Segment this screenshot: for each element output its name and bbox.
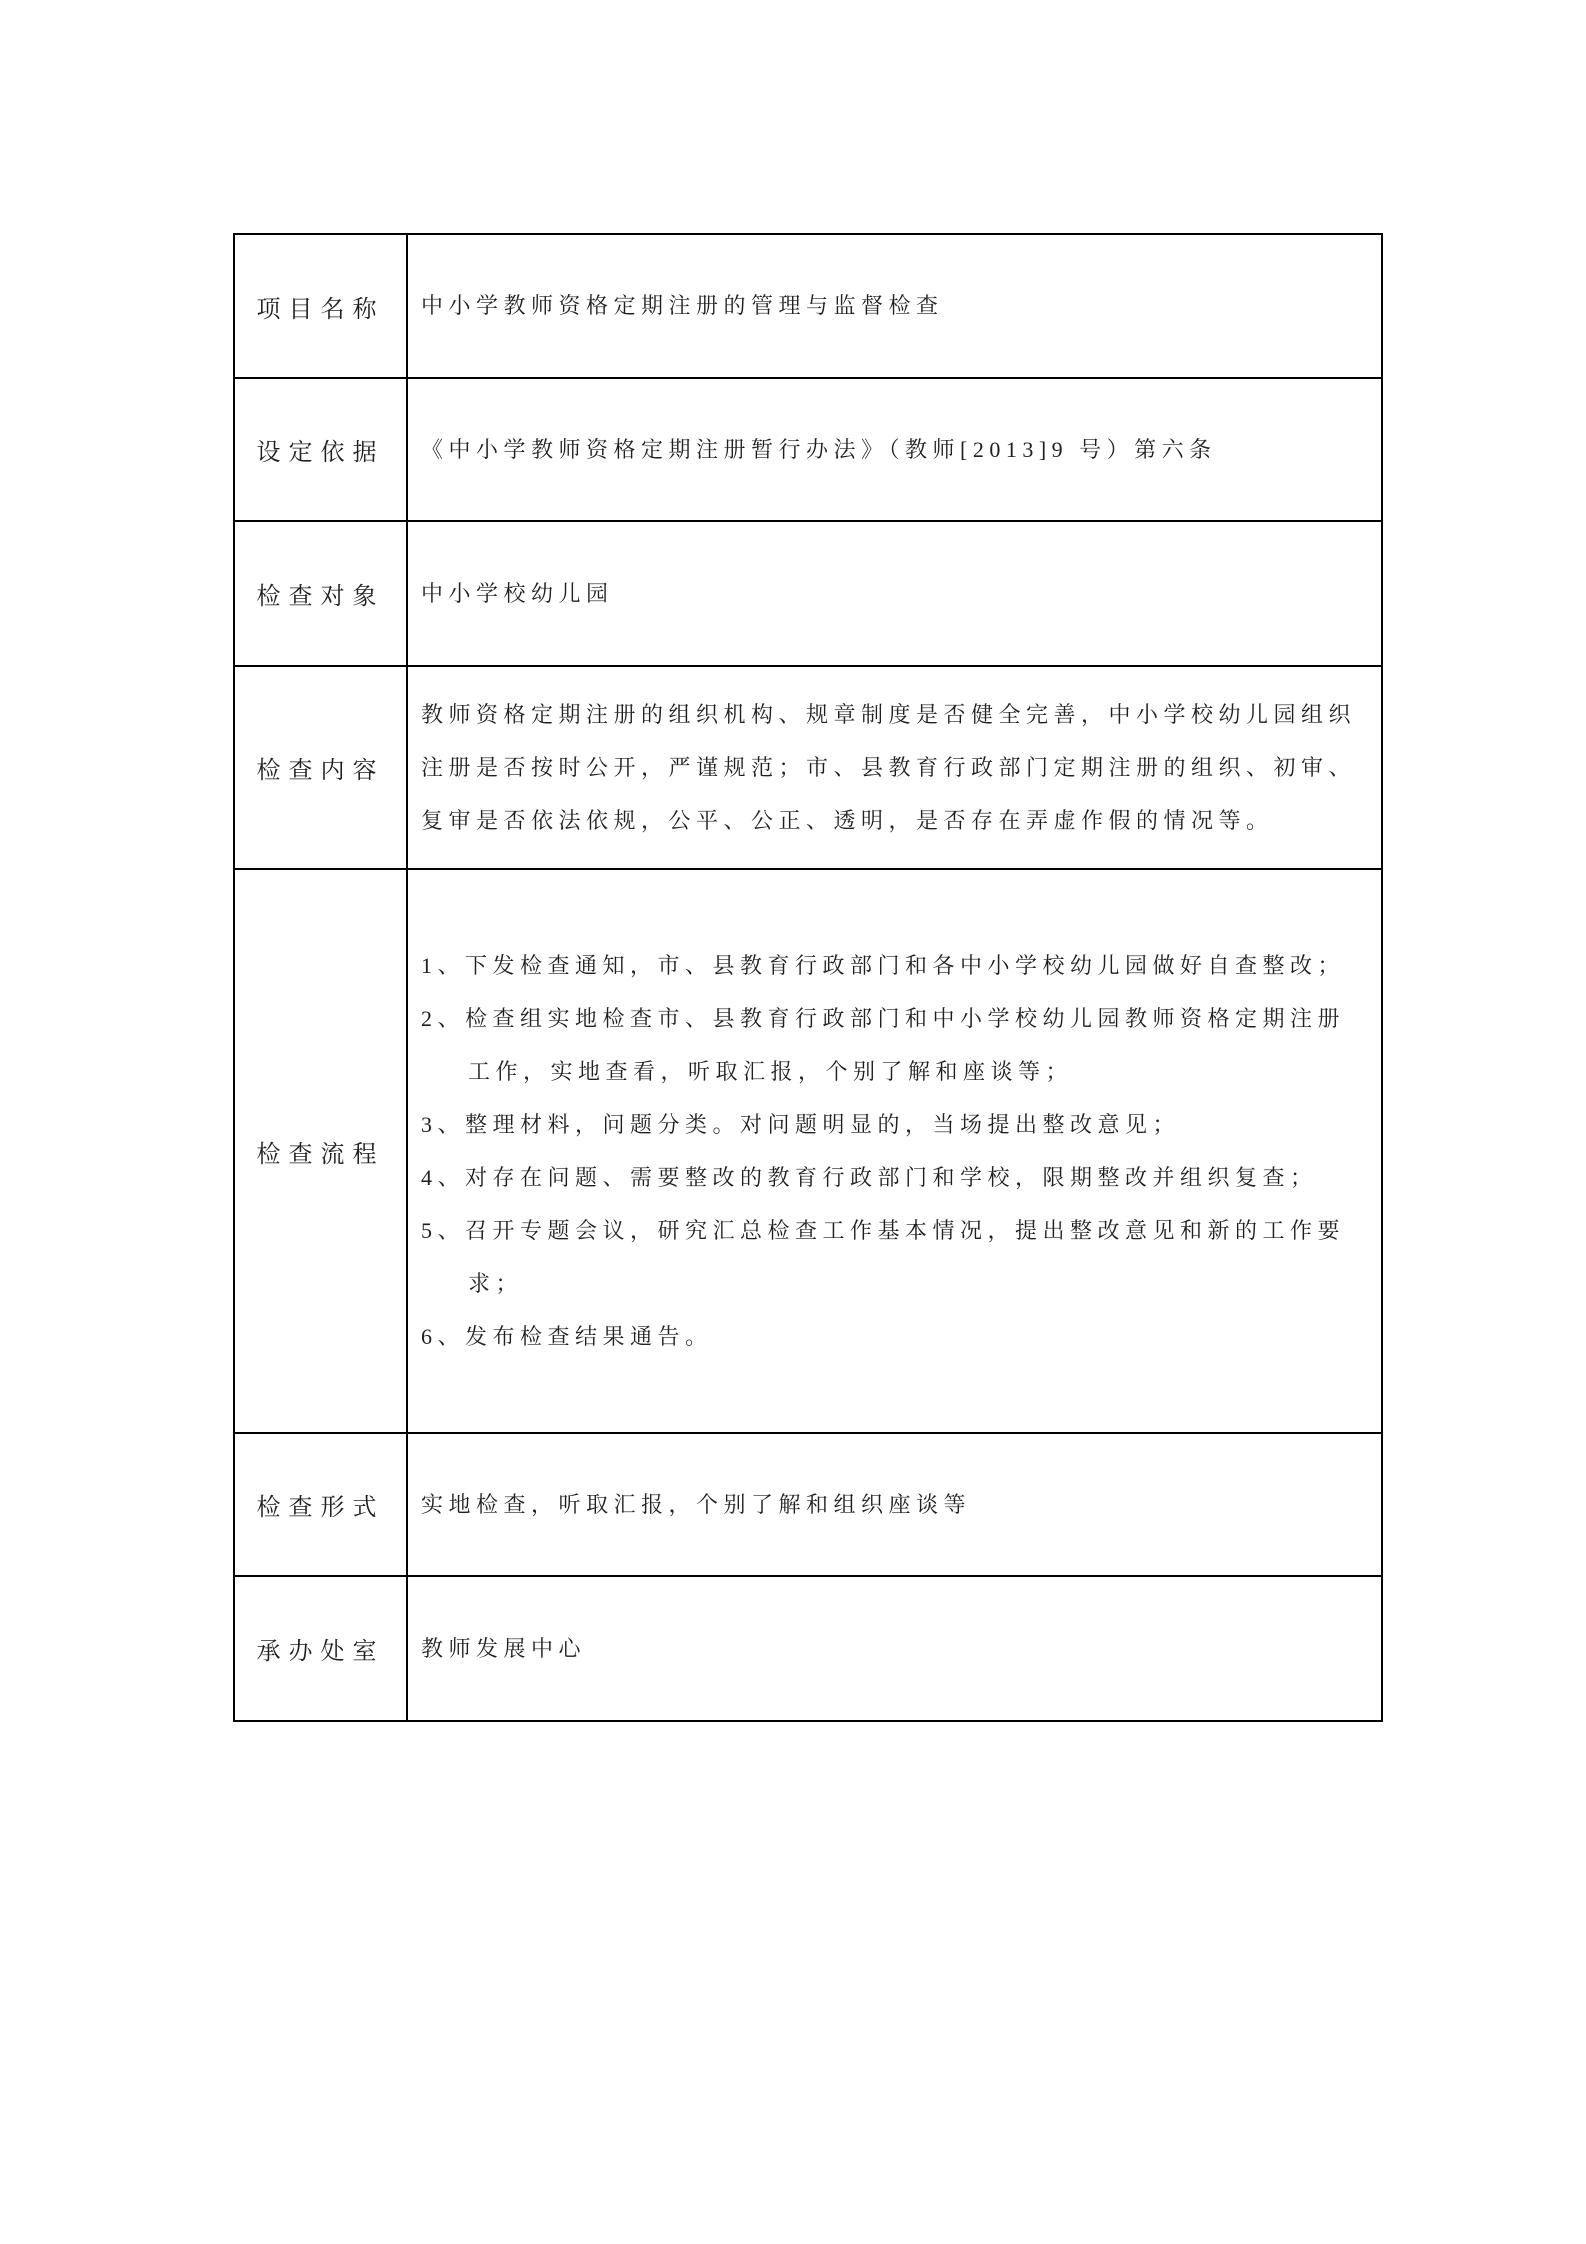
row-label-inspection-content: 检查内容 <box>234 666 407 869</box>
row-content-inspection-object <box>407 521 1382 666</box>
row-label-inspection-object: 检查对象 <box>234 521 407 666</box>
row-content-inspection-content <box>407 666 1382 869</box>
content-line: 6、发布检查结果通告。 <box>421 1324 713 1349</box>
content-line: 求； <box>468 1271 524 1296</box>
list-item-3 <box>421 1098 1379 1151</box>
row-content-handling-office <box>407 1576 1382 1721</box>
content-line: 4、对存在问题、需要整改的教育行政部门和学校，限期整改并组织复查； <box>421 1165 1318 1190</box>
table-row-handling-office <box>234 1576 1382 1721</box>
table-row-project-name <box>234 234 1382 378</box>
row-label-handling-office: 承办处室 <box>234 1576 407 1721</box>
row-label-project-name: 项目名称 <box>234 234 407 378</box>
list-item-4 <box>421 1151 1379 1204</box>
row-content-project-name <box>407 234 1382 378</box>
table-row-inspection-form <box>234 1433 1382 1576</box>
table-row-inspection-object <box>234 521 1382 666</box>
content-line: 5、召开专题会议，研究汇总检查工作基本情况，提出整改意见和新的工作要 <box>421 1218 1346 1243</box>
content-line: 教师资格定期注册的组织机构、规章制度是否健全完善，中小学校幼儿园组织 <box>421 702 1357 727</box>
table-row-inspection-process <box>234 869 1382 1433</box>
content-line: 2、检查组实地检查市、县教育行政部门和中小学校幼儿园教师资格定期注册 <box>421 1006 1346 1031</box>
content-line: 《中小学教师资格定期注册暂行办法》（教师[2013]9 号）第六条 <box>421 436 1217 462</box>
row-label-inspection-form: 检查形式 <box>234 1433 407 1576</box>
content-line: 中小学教师资格定期注册的管理与监督检查 <box>421 293 944 318</box>
list-item-1 <box>421 939 1379 992</box>
content-line: 中小学校幼儿园 <box>421 580 614 606</box>
row-label-setting-basis: 设定依据 <box>234 378 407 521</box>
list-item-2 <box>421 992 1379 1098</box>
row-label-inspection-process: 检查流程 <box>234 869 407 1433</box>
table-row-setting-basis <box>234 378 1382 521</box>
table-row-inspection-content <box>234 666 1382 869</box>
content-line: 教师发展中心 <box>421 1635 587 1661</box>
content-line: 实地检查，听取汇报，个别了解和组织座谈等 <box>421 1491 972 1517</box>
row-content-setting-basis <box>407 378 1382 521</box>
list-item-6 <box>421 1310 1379 1363</box>
row-content-inspection-form <box>407 1433 1382 1576</box>
list-item-5 <box>421 1204 1379 1310</box>
row-content-inspection-process <box>407 869 1382 1433</box>
content-line: 3、整理材料，问题分类。对问题明显的，当场提出整改意见； <box>421 1112 1181 1137</box>
content-line: 注册是否按时公开，严谨规范；市、县教育行政部门定期注册的组织、初审、 <box>421 755 1357 780</box>
content-line: 1、下发检查通知，市、县教育行政部门和各中小学校幼儿园做好自查整改； <box>421 953 1346 978</box>
content-line: 复审是否依法依规，公平、公正、透明，是否存在弄虚作假的情况等。 <box>421 808 1274 833</box>
inspection-item-table <box>233 233 1383 1722</box>
content-line: 工作，实地查看，听取汇报，个别了解和座谈等； <box>468 1059 1074 1084</box>
